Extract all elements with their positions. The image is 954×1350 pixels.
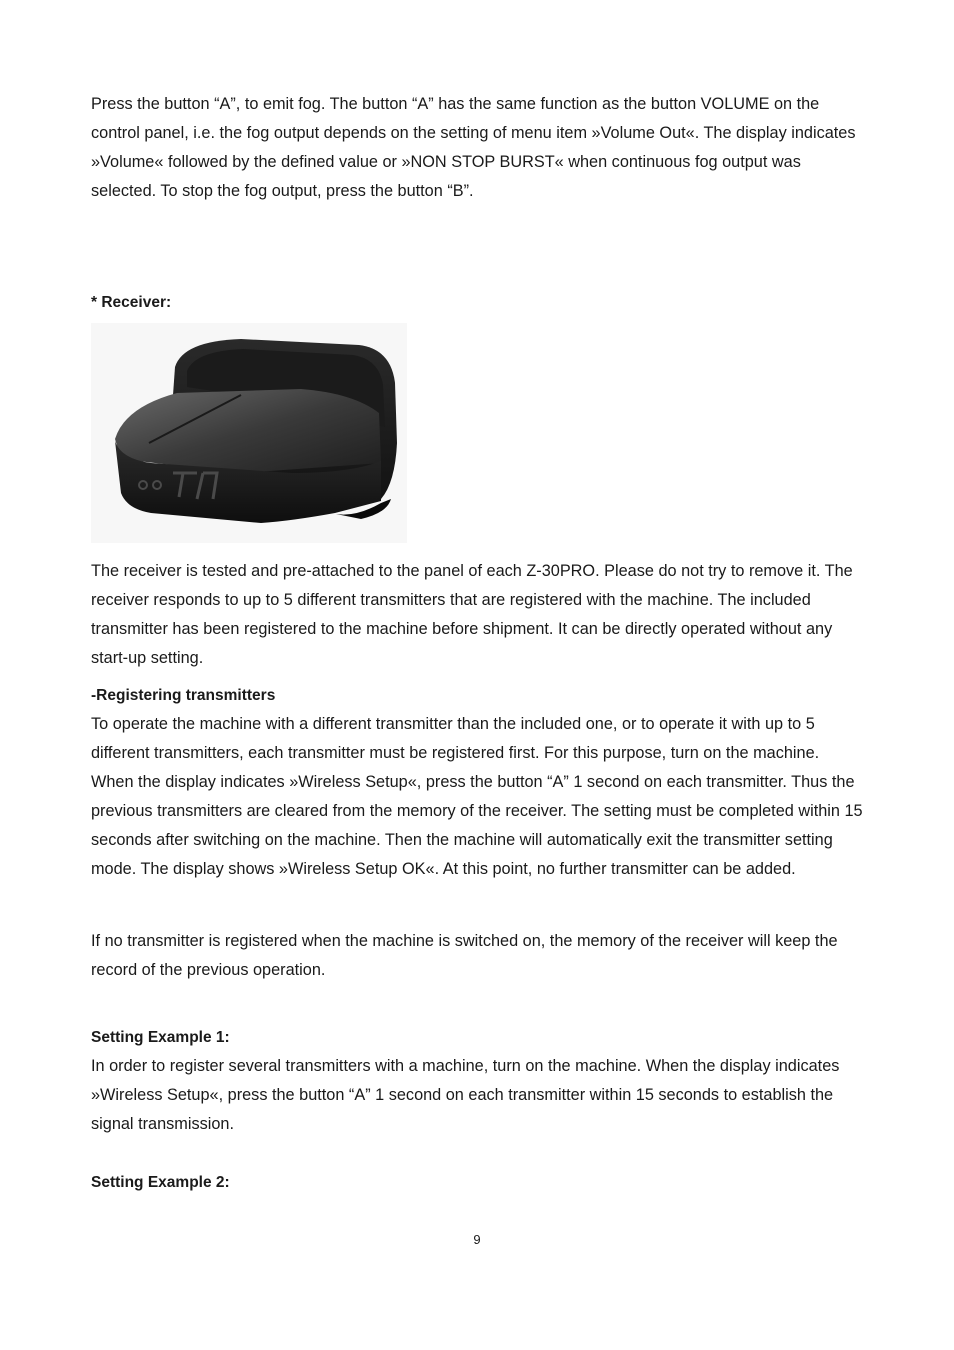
registering-heading: -Registering transmitters	[91, 687, 276, 704]
receiver-paragraph: The receiver is tested and pre-attached to the panel of each Z-30PRO. Please do not try to remove it. The receiver responds to up to 5 different transmitters that are registered with the machine. The included transmitter has been registered to the machine before shipment. It can be directly operated without any start-up setting.	[91, 562, 853, 667]
document-page	[91, 90, 866, 1197]
setting-example-1-heading: Setting Example 1:	[91, 1029, 230, 1046]
receiver-photo	[91, 323, 407, 543]
page-number: 9	[473, 1232, 481, 1247]
receiver-heading: * Receiver:	[91, 294, 172, 311]
setting-example-1-paragraph: In order to register several transmitters with a machine, turn on the machine. When the display indicates »Wireless Setup«, press the button “A” 1 second on each transmitter within 15 seconds to establish the signal transmission.	[91, 1057, 840, 1133]
setting-example-2-heading: Setting Example 2:	[91, 1174, 230, 1191]
intro-paragraph: Press the button “A”, to emit fog. The button “A” has the same function as the button VOLUME on the control panel, i.e. the fog output depends on the setting of menu item »Volume Out«. The display indicates »Volume« followed by the defined value or »NON STOP BURST« when continuous fog output was selected. To stop the fog output, press the button “B”.	[91, 95, 856, 200]
registering-note-paragraph: If no transmitter is registered when the machine is switched on, the memory of the receiver will keep the record of the previous operation.	[91, 932, 838, 979]
registering-paragraph: To operate the machine with a different transmitter than the included one, or to operate it with up to 5 different transmitters, each transmitter must be registered first. For this purpose, turn on the machine. When the display indicates »Wireless Setup«, press the button “A” 1 second on each transmitter. Thus the previous transmitters are cleared from the memory of the receiver. The setting must be completed within 15 seconds after switching on the machine. Then the machine will automatically exit the transmitter setting mode. The display shows »Wireless Setup OK«. At this point, no further transmitter can be added.	[91, 715, 863, 878]
